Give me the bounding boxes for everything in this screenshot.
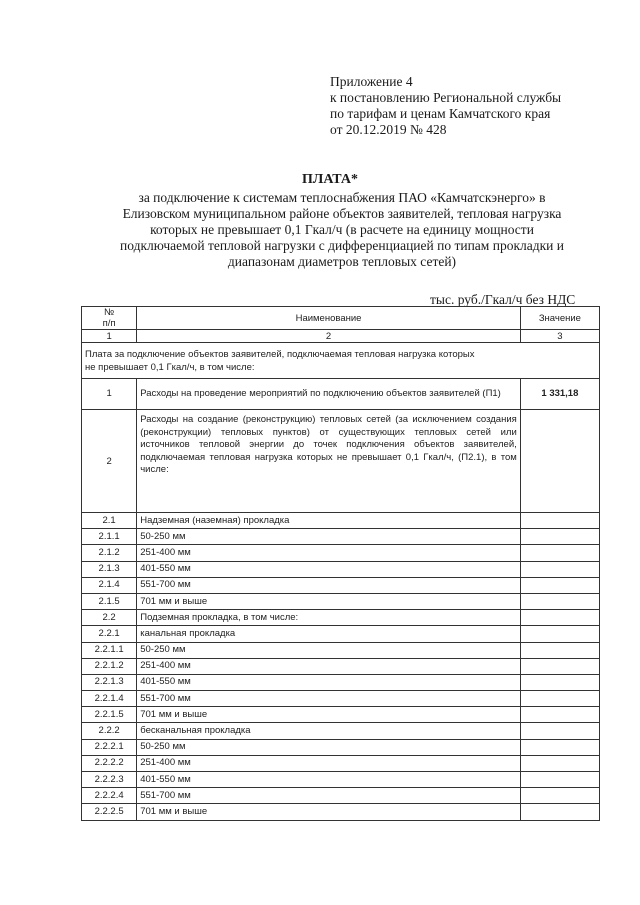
table-row — [82, 626, 600, 642]
row-num: 2.1.3 — [82, 561, 137, 577]
tariff-table-body — [82, 307, 600, 821]
table-row — [82, 545, 600, 561]
table-row — [82, 658, 600, 674]
row-name: канальная прокладка — [137, 626, 521, 642]
row-num: 2.1.5 — [82, 593, 137, 609]
subtitle-line: Елизовском муниципальном районе объектов заявителей, тепловая нагрузка — [122, 206, 562, 221]
header-num-line1: № — [104, 307, 115, 318]
appendix-line: от 20.12.2019 № 428 — [330, 122, 447, 137]
row-value — [520, 410, 599, 513]
row-num: 2.2.2.1 — [82, 739, 137, 755]
row-name: 50-250 мм — [137, 642, 521, 658]
row-value: 1 331,18 — [520, 379, 599, 410]
row-name: Расходы на создание (реконструкцию) тепловых сетей (за исключением создания (реконструкции) тепловых пунктов) от существующих тепловых сетей или источников тепловой энергии до точек подключения объектов заявителей, подключаемая тепловая нагрузка которых не превышает 0,1 Гкал/ч, (П2.1), в том числе: — [137, 410, 521, 513]
row-num: 2.1 — [82, 513, 137, 529]
row-value — [520, 755, 599, 771]
row-num: 2.2.1 — [82, 626, 137, 642]
row-value — [520, 723, 599, 739]
appendix-line: к постановлению Региональной службы — [330, 90, 562, 105]
row-num: 2 — [82, 410, 137, 513]
row-num: 1 — [82, 379, 137, 410]
table-row — [82, 804, 600, 820]
row-value — [520, 610, 599, 626]
row-name: 551-700 мм — [137, 577, 521, 593]
table-row — [82, 577, 600, 593]
row-value — [520, 577, 599, 593]
table-row — [82, 707, 600, 723]
row-value — [520, 788, 599, 804]
appendix-block — [330, 74, 561, 138]
table-row — [82, 561, 600, 577]
row-num: 2.2.1.5 — [82, 707, 137, 723]
row-value — [520, 674, 599, 690]
row-value — [520, 707, 599, 723]
col-index-3: 3 — [520, 330, 599, 343]
table-row — [82, 379, 600, 410]
row-value — [520, 804, 599, 820]
table-row — [82, 788, 600, 804]
row-num: 2.2.1.1 — [82, 642, 137, 658]
row-name: 551-700 мм — [137, 691, 521, 707]
row-name: 50-250 мм — [137, 529, 521, 545]
row-name: 401-550 мм — [137, 772, 521, 788]
table-header-row — [82, 307, 600, 330]
row-value — [520, 593, 599, 609]
section-row — [82, 343, 600, 379]
table-row — [82, 610, 600, 626]
row-value — [520, 642, 599, 658]
table-row — [82, 723, 600, 739]
row-num: 2.2.2.4 — [82, 788, 137, 804]
table-row — [82, 642, 600, 658]
col-index-1: 1 — [82, 330, 137, 343]
table-row — [82, 513, 600, 529]
col-index-2: 2 — [137, 330, 521, 343]
tariff-table — [81, 306, 600, 821]
row-name: Надземная (наземная) прокладка — [137, 513, 521, 529]
row-value — [520, 658, 599, 674]
row-num: 2.2.2 — [82, 723, 137, 739]
header-num-line2: п/п — [102, 318, 116, 329]
row-name: 251-400 мм — [137, 658, 521, 674]
row-name: 401-550 мм — [137, 561, 521, 577]
column-index-row — [82, 330, 600, 343]
row-name: 551-700 мм — [137, 788, 521, 804]
row-name: бесканальная прокладка — [137, 723, 521, 739]
row-name: 701 мм и выше — [137, 804, 521, 820]
row-name: Подземная прокладка, в том числе: — [137, 610, 521, 626]
row-num: 2.2 — [82, 610, 137, 626]
subtitle-line: за подключение к системам теплоснабжения ПАО «Камчатскэнерго» в — [138, 190, 546, 205]
section-text: Плата за подключение объектов заявителей, подключаемая тепловая нагрузка которых не превышает 0,1 Гкал/ч, в том числе: — [85, 348, 475, 373]
row-value — [520, 739, 599, 755]
table-row — [82, 739, 600, 755]
row-num: 2.2.2.5 — [82, 804, 137, 820]
units-label: тыс. руб./Гкал/ч без НДС — [430, 292, 576, 307]
table-row — [82, 593, 600, 609]
row-num: 2.1.2 — [82, 545, 137, 561]
table-row — [82, 691, 600, 707]
row-name: 701 мм и выше — [137, 593, 521, 609]
row-name: 50-250 мм — [137, 739, 521, 755]
header-name: Наименование — [137, 307, 521, 330]
row-num: 2.2.2.2 — [82, 755, 137, 771]
subtitle-line: диапазонам диаметров тепловых сетей) — [227, 254, 457, 269]
subtitle-line: которых не превышает 0,1 Гкал/ч (в расчете на единицу мощности — [150, 222, 534, 237]
header-num — [82, 307, 137, 330]
table-row — [82, 529, 600, 545]
table-row — [82, 410, 600, 513]
row-value — [520, 691, 599, 707]
table-row — [82, 772, 600, 788]
row-value — [520, 772, 599, 788]
row-num: 2.2.1.4 — [82, 691, 137, 707]
row-value — [520, 561, 599, 577]
appendix-line: по тарифам и ценам Камчатского края — [330, 106, 551, 121]
section-title — [82, 343, 600, 379]
row-value — [520, 513, 599, 529]
table-row — [82, 755, 600, 771]
row-name: Расходы на проведение мероприятий по подключению объектов заявителей (П1) — [137, 379, 521, 410]
row-name: 401-550 мм — [137, 674, 521, 690]
row-num: 2.2.1.2 — [82, 658, 137, 674]
row-name: 251-400 мм — [137, 545, 521, 561]
document-subtitle — [88, 190, 596, 270]
row-value — [520, 545, 599, 561]
row-num: 2.1.1 — [82, 529, 137, 545]
row-num: 2.2.2.3 — [82, 772, 137, 788]
appendix-line: Приложение 4 — [330, 74, 413, 89]
subtitle-line: подключаемой тепловой нагрузки с дифференциацией по типам прокладки и — [120, 238, 564, 253]
row-name: 701 мм и выше — [137, 707, 521, 723]
table-row — [82, 674, 600, 690]
row-value — [520, 626, 599, 642]
header-value: Значение — [520, 307, 599, 330]
row-num: 2.2.1.3 — [82, 674, 137, 690]
row-name: 251-400 мм — [137, 755, 521, 771]
row-num: 2.1.4 — [82, 577, 137, 593]
row-value — [520, 529, 599, 545]
document-title: ПЛАТА* — [302, 172, 358, 187]
